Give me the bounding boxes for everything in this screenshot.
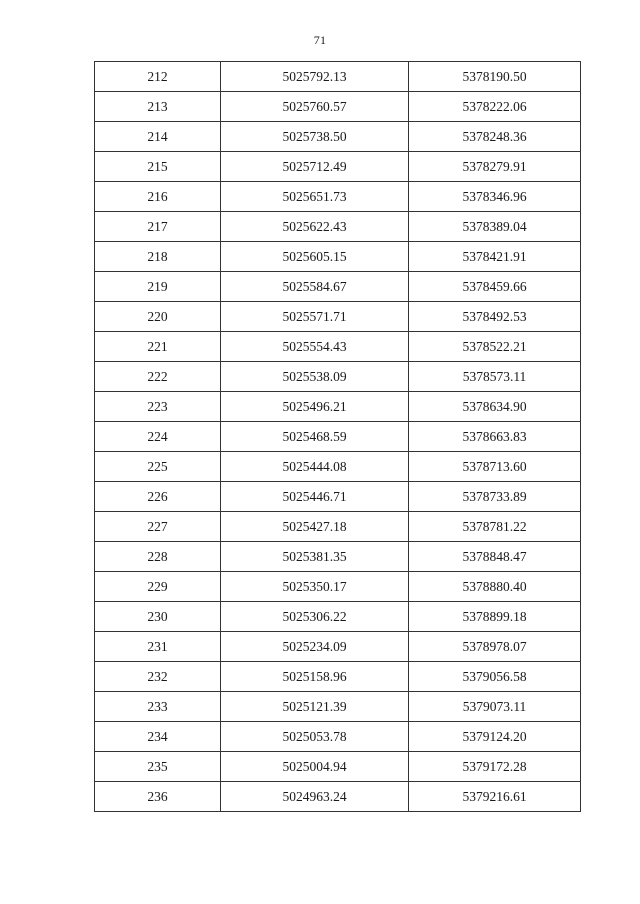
point-number-cell: 215	[95, 152, 221, 182]
x-coordinate-cell: 5025444.08	[221, 452, 409, 482]
y-coordinate-cell: 5378634.90	[409, 392, 581, 422]
point-number-cell: 231	[95, 632, 221, 662]
y-coordinate-cell: 5378459.66	[409, 272, 581, 302]
x-coordinate-cell: 5025571.71	[221, 302, 409, 332]
y-coordinate-cell: 5379056.58	[409, 662, 581, 692]
point-number-cell: 228	[95, 542, 221, 572]
x-coordinate-cell: 5025427.18	[221, 512, 409, 542]
x-coordinate-cell: 5025622.43	[221, 212, 409, 242]
x-coordinate-cell: 5025538.09	[221, 362, 409, 392]
y-coordinate-cell: 5378573.11	[409, 362, 581, 392]
y-coordinate-cell: 5378248.36	[409, 122, 581, 152]
y-coordinate-cell: 5378880.40	[409, 572, 581, 602]
x-coordinate-cell: 5025738.50	[221, 122, 409, 152]
y-coordinate-cell: 5379073.11	[409, 692, 581, 722]
x-coordinate-cell: 5025651.73	[221, 182, 409, 212]
table-row	[95, 212, 581, 242]
y-coordinate-cell: 5378781.22	[409, 512, 581, 542]
x-coordinate-cell: 5025584.67	[221, 272, 409, 302]
table-row	[95, 512, 581, 542]
point-number-cell: 216	[95, 182, 221, 212]
y-coordinate-cell: 5378733.89	[409, 482, 581, 512]
table-row	[95, 272, 581, 302]
table-row	[95, 62, 581, 92]
y-coordinate-cell: 5378279.91	[409, 152, 581, 182]
y-coordinate-cell: 5378492.53	[409, 302, 581, 332]
point-number-cell: 229	[95, 572, 221, 602]
coordinates-table	[94, 61, 581, 812]
x-coordinate-cell: 5025446.71	[221, 482, 409, 512]
table-row	[95, 542, 581, 572]
table-row	[95, 602, 581, 632]
table-row	[95, 182, 581, 212]
table-row	[95, 152, 581, 182]
table-row	[95, 452, 581, 482]
coordinates-table-body	[95, 62, 581, 812]
table-row	[95, 332, 581, 362]
y-coordinate-cell: 5379172.28	[409, 752, 581, 782]
x-coordinate-cell: 5025158.96	[221, 662, 409, 692]
point-number-cell: 234	[95, 722, 221, 752]
point-number-cell: 218	[95, 242, 221, 272]
table-row	[95, 242, 581, 272]
y-coordinate-cell: 5379216.61	[409, 782, 581, 812]
y-coordinate-cell: 5378713.60	[409, 452, 581, 482]
y-coordinate-cell: 5379124.20	[409, 722, 581, 752]
point-number-cell: 223	[95, 392, 221, 422]
x-coordinate-cell: 5025605.15	[221, 242, 409, 272]
table-row	[95, 572, 581, 602]
table-row	[95, 392, 581, 422]
table-row	[95, 782, 581, 812]
x-coordinate-cell: 5025792.13	[221, 62, 409, 92]
point-number-cell: 236	[95, 782, 221, 812]
point-number-cell: 212	[95, 62, 221, 92]
y-coordinate-cell: 5378978.07	[409, 632, 581, 662]
point-number-cell: 226	[95, 482, 221, 512]
y-coordinate-cell: 5378421.91	[409, 242, 581, 272]
table-row	[95, 92, 581, 122]
y-coordinate-cell: 5378190.50	[409, 62, 581, 92]
point-number-cell: 235	[95, 752, 221, 782]
x-coordinate-cell: 5025004.94	[221, 752, 409, 782]
y-coordinate-cell: 5378389.04	[409, 212, 581, 242]
point-number-cell: 222	[95, 362, 221, 392]
point-number-cell: 224	[95, 422, 221, 452]
point-number-cell: 213	[95, 92, 221, 122]
point-number-cell: 225	[95, 452, 221, 482]
page-number: 71	[313, 33, 327, 47]
table-row	[95, 722, 581, 752]
point-number-cell: 221	[95, 332, 221, 362]
table-row	[95, 482, 581, 512]
x-coordinate-cell: 5025381.35	[221, 542, 409, 572]
x-coordinate-cell: 5025554.43	[221, 332, 409, 362]
point-number-cell: 220	[95, 302, 221, 332]
table-row	[95, 632, 581, 662]
point-number-cell: 217	[95, 212, 221, 242]
table-row	[95, 362, 581, 392]
y-coordinate-cell: 5378663.83	[409, 422, 581, 452]
y-coordinate-cell: 5378346.96	[409, 182, 581, 212]
point-number-cell: 214	[95, 122, 221, 152]
y-coordinate-cell: 5378522.21	[409, 332, 581, 362]
x-coordinate-cell: 5025121.39	[221, 692, 409, 722]
table-row	[95, 752, 581, 782]
y-coordinate-cell: 5378848.47	[409, 542, 581, 572]
y-coordinate-cell: 5378222.06	[409, 92, 581, 122]
point-number-cell: 219	[95, 272, 221, 302]
y-coordinate-cell: 5378899.18	[409, 602, 581, 632]
table-row	[95, 692, 581, 722]
point-number-cell: 232	[95, 662, 221, 692]
x-coordinate-cell: 5025712.49	[221, 152, 409, 182]
x-coordinate-cell: 5025496.21	[221, 392, 409, 422]
table-row	[95, 122, 581, 152]
x-coordinate-cell: 5025306.22	[221, 602, 409, 632]
x-coordinate-cell: 5025468.59	[221, 422, 409, 452]
x-coordinate-cell: 5025350.17	[221, 572, 409, 602]
x-coordinate-cell: 5025053.78	[221, 722, 409, 752]
x-coordinate-cell: 5024963.24	[221, 782, 409, 812]
x-coordinate-cell: 5025234.09	[221, 632, 409, 662]
x-coordinate-cell: 5025760.57	[221, 92, 409, 122]
point-number-cell: 230	[95, 602, 221, 632]
table-row	[95, 662, 581, 692]
point-number-cell: 233	[95, 692, 221, 722]
table-row	[95, 422, 581, 452]
table-row	[95, 302, 581, 332]
point-number-cell: 227	[95, 512, 221, 542]
